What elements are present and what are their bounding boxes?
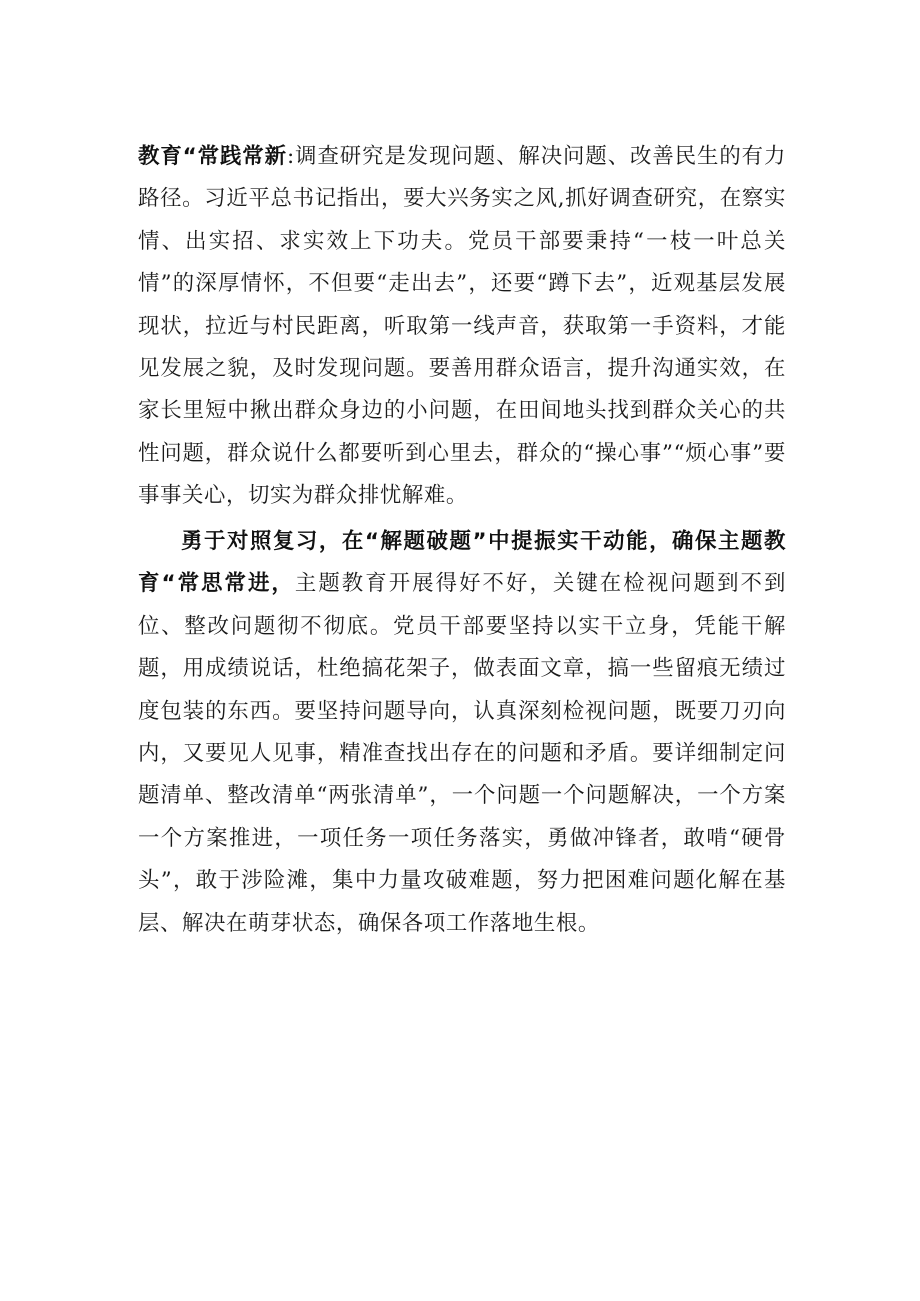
paragraph-1-lead: 教育“常践常新	[138, 144, 287, 169]
paragraph-1	[138, 136, 786, 518]
paragraph-2	[138, 521, 786, 945]
paragraph-2-body: 主题教育开展得好不好，关键在检视问题到不到位、整改问题彻不彻底。党员干部要坚持以实干立身，凭能干解题，用成绩说话，杜绝搞花架子，做表面文章，搞一些留痕无绩过度包装的东西。要坚持问题导向，认真深刻检视问题，既要刀刃向内，又要见人见事，精准查找出存在的问题和矛盾。要详细制定问题清单、整改清单“两张清单”，一个问题一个问题解决，一个方案一个方案推进，一项任务一项任务落实，勇做冲锋者，敢啃“硬骨头”，敢于涉险滩，集中力量攻破难题，努力把困难问题化解在基层、解决在萌芽状态，确保各项工作落地生根。	[138, 571, 786, 936]
paragraph-1-body: :调查研究是发现问题、解决问题、改善民生的有力路径。习近平总书记指出，要大兴务实之风,抓好调查研究，在察实情、出实招、求实效上下功夫。党员干部要秉持“一枝一叶总关情”的深厚情怀，不但要“走出去”，还要“蹲下去”，近观基层发展现状，拉近与村民距离，听取第一线声音，获取第一手资料，才能见发展之貌，及时发现问题。要善用群众语言，提升沟通实效，在家长里短中揪出群众身边的小问题，在田间地头找到群众关心的共性问题，群众说什么都要听到心里去，群众的“操心事”“烦心事”要事事关心，切实为群众排忧解难。	[138, 144, 786, 509]
paragraph-2-lead: 勇于对照复习，在“解题破题”中提振实干动能，确保主题教育“常思常进，	[138, 529, 786, 597]
